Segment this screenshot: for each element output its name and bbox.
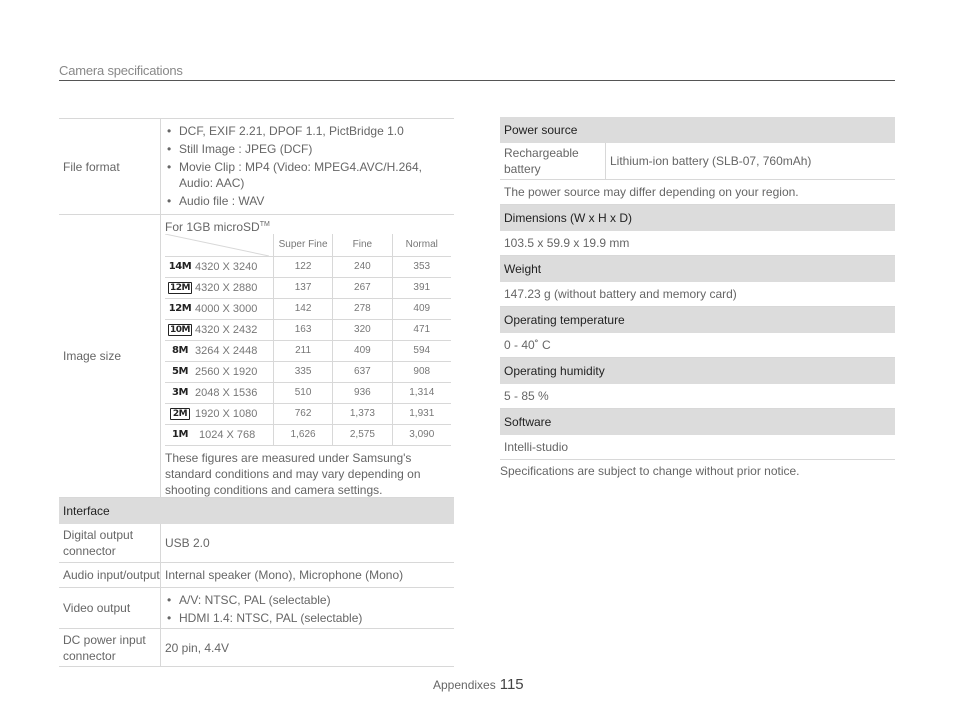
- image-size-row-item: [165, 320, 451, 341]
- resolution-12m-icon: 12M: [168, 303, 192, 314]
- image-size-row: [59, 215, 454, 498]
- column-header: Fine: [333, 234, 392, 257]
- resolution-3m-icon: 3M: [172, 387, 188, 398]
- software-heading: Software: [500, 409, 895, 435]
- resolution-5m-icon: 5M: [172, 366, 188, 377]
- audio-row: [59, 563, 454, 588]
- power-source-heading: Power source: [500, 117, 895, 143]
- weight-heading: Weight: [500, 256, 895, 282]
- resolution-2m-icon: 2M: [170, 408, 190, 420]
- count-fine: 409: [333, 341, 392, 362]
- resolution-8m-icon: 8M: [172, 345, 188, 356]
- operating-temperature-heading: Operating temperature: [500, 307, 895, 333]
- battery-label: Rechargeable battery: [500, 143, 606, 179]
- count-normal: 391: [392, 278, 451, 299]
- column-header: Super Fine: [273, 234, 332, 257]
- digital-output-label: Digital output connector: [59, 524, 161, 562]
- resolution: 4320 X 3240: [195, 257, 273, 278]
- dc-power-value: 20 pin, 4.4V: [165, 640, 230, 655]
- count-fine: 637: [333, 362, 392, 383]
- video-output-label: Video output: [59, 588, 161, 628]
- image-size-note: These figures are measured under Samsung's standard conditions and may vary depending on shooting conditions and camera settings.: [165, 451, 421, 497]
- video-output-item: • HDMI 1.4: NTSC, PAL (selectable): [165, 610, 454, 626]
- image-size-label: Image size: [59, 215, 161, 497]
- audio-value: Internal speaker (Mono), Microphone (Mono): [165, 568, 404, 582]
- file-format-item: • Audio file : WAV: [165, 193, 454, 209]
- resolution: 4320 X 2880: [195, 278, 273, 299]
- count-super-fine: 510: [273, 383, 332, 404]
- specifications-notice: Specifications are subject to change without prior notice.: [500, 464, 800, 478]
- dimensions-heading: Dimensions (W x H x D): [500, 205, 895, 231]
- resolution: 4320 X 2432: [195, 320, 273, 341]
- count-super-fine: 211: [273, 341, 332, 362]
- left-spec-table: [59, 118, 454, 667]
- count-super-fine: 122: [273, 257, 332, 278]
- audio-label: Audio input/output: [59, 563, 161, 587]
- count-normal: 908: [392, 362, 451, 383]
- resolution: 3264 X 2448: [195, 341, 273, 362]
- video-output-item: • A/V: NTSC, PAL (selectable): [165, 592, 454, 608]
- count-fine: 320: [333, 320, 392, 341]
- dimensions-value: 103.5 x 59.9 x 19.9 mm: [500, 231, 895, 256]
- count-super-fine: 137: [273, 278, 332, 299]
- resolution-10m-icon: 10M: [170, 325, 190, 335]
- image-size-card-note: For 1GB microSD™: [165, 220, 270, 234]
- count-normal: 3,090: [392, 425, 451, 446]
- image-size-row-item: [165, 341, 451, 362]
- battery-row: [500, 143, 895, 180]
- image-size-header-row: [165, 234, 451, 257]
- count-fine: 1,373: [333, 404, 392, 425]
- digital-output-value: USB 2.0: [165, 536, 210, 550]
- image-size-row-item: [165, 299, 451, 320]
- count-super-fine: 762: [273, 404, 332, 425]
- column-header: Normal: [392, 234, 451, 257]
- header-rule: [59, 80, 895, 81]
- image-size-table: [165, 234, 451, 446]
- file-format-value: [161, 119, 454, 214]
- image-size-row-item: [165, 278, 451, 299]
- page-footer: [433, 676, 524, 693]
- resolution: 1920 X 1080: [195, 404, 273, 425]
- resolution: 1024 X 768: [195, 425, 273, 446]
- file-format-item: • Movie Clip : MP4 (Video: MPEG4.AVC/H.264, Audio: AAC): [165, 159, 429, 191]
- operating-temperature-value: 0 - 40˚ C: [500, 333, 895, 358]
- count-super-fine: 1,626: [273, 425, 332, 446]
- software-value: Intelli-studio: [500, 435, 895, 460]
- interface-heading: Interface: [59, 498, 454, 524]
- power-source-note: The power source may differ depending on your region.: [500, 180, 895, 205]
- count-super-fine: 163: [273, 320, 332, 341]
- resolution: 4000 X 3000: [195, 299, 273, 320]
- image-size-row-item: [165, 425, 451, 446]
- count-normal: 409: [392, 299, 451, 320]
- file-format-row: [59, 118, 454, 215]
- diagonal-line: [165, 234, 269, 256]
- file-format-label: File format: [59, 119, 161, 214]
- page-header-title: Camera specifications: [59, 63, 183, 78]
- count-fine: 2,575: [333, 425, 392, 446]
- video-output-value: [161, 588, 454, 628]
- count-fine: 267: [333, 278, 392, 299]
- count-normal: 1,931: [392, 404, 451, 425]
- operating-humidity-value: 5 - 85 %: [500, 384, 895, 409]
- count-normal: 353: [392, 257, 451, 278]
- resolution-14m-icon: 14M: [168, 261, 192, 272]
- battery-value: Lithium-ion battery (SLB-07, 760mAh): [610, 154, 812, 168]
- image-size-row-item: [165, 404, 451, 425]
- dc-power-row: [59, 629, 454, 667]
- dc-power-label: DC power input connector: [59, 629, 161, 666]
- operating-humidity-heading: Operating humidity: [500, 358, 895, 384]
- page-number: 115: [499, 676, 524, 693]
- count-normal: 594: [392, 341, 451, 362]
- resolution: 2560 X 1920: [195, 362, 273, 383]
- image-size-row-item: [165, 383, 451, 404]
- resolution-12m-wide-icon: 12M: [170, 283, 190, 293]
- resolution: 2048 X 1536: [195, 383, 273, 404]
- count-fine: 240: [333, 257, 392, 278]
- diagonal-cell: [165, 234, 273, 257]
- image-size-row-item: [165, 257, 451, 278]
- count-fine: 278: [333, 299, 392, 320]
- image-size-row-item: [165, 362, 451, 383]
- resolution-1m-icon: 1M: [172, 429, 188, 440]
- video-output-row: [59, 588, 454, 629]
- count-fine: 936: [333, 383, 392, 404]
- count-normal: 1,314: [392, 383, 451, 404]
- count-super-fine: 335: [273, 362, 332, 383]
- digital-output-row: [59, 524, 454, 563]
- footer-section: Appendixes: [433, 678, 496, 692]
- count-super-fine: 142: [273, 299, 332, 320]
- right-spec-table: [500, 117, 895, 478]
- file-format-item: • DCF, EXIF 2.21, DPOF 1.1, PictBridge 1.0: [165, 123, 454, 139]
- count-normal: 471: [392, 320, 451, 341]
- file-format-item: • Still Image : JPEG (DCF): [165, 141, 454, 157]
- image-size-value: [161, 215, 454, 497]
- weight-value: 147.23 g (without battery and memory card): [500, 282, 895, 307]
